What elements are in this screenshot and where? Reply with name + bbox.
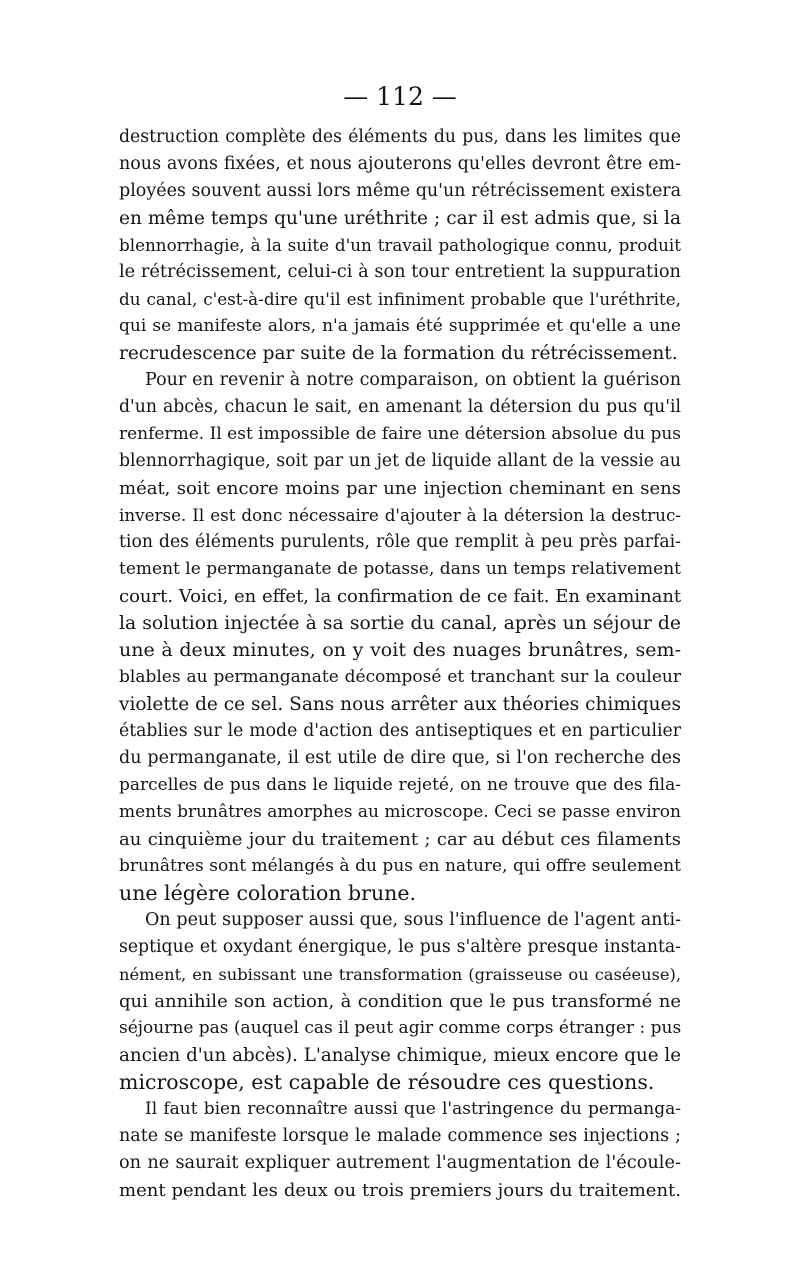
- text-line: nate se manifeste lorsque le malade commence ses injections ;: [119, 1126, 681, 1146]
- text-line: blennorrhagique, soit par un jet de liquide allant de la vessie au: [119, 451, 681, 471]
- text-line: au cinquième jour du traitement ; car au début ces filaments: [119, 829, 681, 850]
- text-line: blables au permanganate décomposé et tranchant sur la couleur: [119, 667, 681, 687]
- text-line: parcelles de pus dans le liquide rejeté, on ne trouve que des fila-: [119, 775, 681, 795]
- text-line: On peut supposer aussi que, sous l'influence de l'agent anti-: [145, 910, 681, 930]
- text-line: d'un abcès, chacun le sait, en amenant la détersion du pus qu'il: [119, 397, 681, 417]
- text-line: Pour en revenir à notre comparaison, on obtient la guérison: [145, 370, 681, 390]
- text-line: qui se manifeste alors, n'a jamais été supprimée et qu'elle a une: [119, 316, 681, 336]
- text-line: établies sur le mode d'action des antiseptiques et en particulier: [119, 721, 681, 741]
- text-line: nément, en subissant une transformation (graisseuse ou caséeuse),: [119, 965, 681, 984]
- text-line: ployées souvent aussi lors même qu'un rétrécissement existera: [119, 181, 682, 201]
- text-line: septique et oxydant énergique, le pus s'altère presque instanta-: [119, 937, 681, 957]
- text-line: tion des éléments purulents, rôle que remplit à peu près parfai-: [119, 532, 681, 552]
- text-line: inverse. Il est donc nécessaire d'ajouter à la détersion la destruc-: [119, 505, 681, 525]
- text-line: ment pendant les deux ou trois premiers jours du traitement.: [119, 1180, 681, 1201]
- text-line: ments brunâtres amorphes au microscope. Ceci se passe environ: [119, 802, 681, 822]
- text-line: séjourne pas (auquel cas il peut agir comme corps étranger : pus: [119, 1018, 682, 1038]
- text-line: une à deux minutes, on y voit des nuages brunâtres, sem-: [119, 639, 681, 661]
- text-line: Il faut bien reconnaître aussi que l'astringence du permanga-: [145, 1099, 681, 1119]
- text-line: nous avons fixées, et nous ajouterons qu'elles devront être em-: [119, 154, 681, 174]
- text-line: blennorrhagie, à la suite d'un travail pathologique connu, produit: [119, 235, 681, 255]
- text-line: recrudescence par suite de la formation du rétrécissement.: [119, 343, 678, 364]
- text-line: du permanganate, il est utile de dire que, si l'on recherche des: [119, 748, 681, 768]
- text-line: le rétrécissement, celui-ci à son tour entretient la suppuration: [119, 262, 681, 282]
- text-line: microscope, est capable de résoudre ces questions.: [119, 1070, 655, 1094]
- text-line: en même temps qu'une uréthrite ; car il est admis que, si la: [119, 208, 681, 229]
- text-line: tement le permanganate de potasse, dans un temps relativement: [119, 559, 681, 579]
- text-line: destruction complète des éléments du pus, dans les limites que: [119, 127, 681, 147]
- text-line: violette de ce sel. Sans nous arrêter aux théories chimiques: [119, 694, 681, 715]
- text-line: du canal, c'est-à-dire qu'il est infiniment probable que l'uréthrite,: [119, 289, 681, 309]
- text-line: ancien d'un abcès). L'analyse chimique, mieux encore que le: [119, 1045, 681, 1066]
- text-line: la solution injectée à sa sortie du canal, après un séjour de: [119, 613, 681, 634]
- text-line: méat, soit encore moins par une injection cheminant en sens: [119, 478, 681, 499]
- text-line: brunâtres sont mélangés à du pus en nature, qui offre seulement: [119, 856, 681, 876]
- text-line: court. Voici, en effet, la confirmation de ce fait. En examinant: [119, 586, 682, 607]
- text-line: qui annihile son action, à condition que le pus transformé ne: [119, 991, 681, 1012]
- page-number: — 112 —: [343, 82, 457, 111]
- text-line: une légère coloration brune.: [119, 881, 417, 905]
- text-line: renferme. Il est impossible de faire une détersion absolue du pus: [119, 424, 682, 444]
- text-line: on ne saurait expliquer autrement l'augmentation de l'écoule-: [119, 1153, 681, 1173]
